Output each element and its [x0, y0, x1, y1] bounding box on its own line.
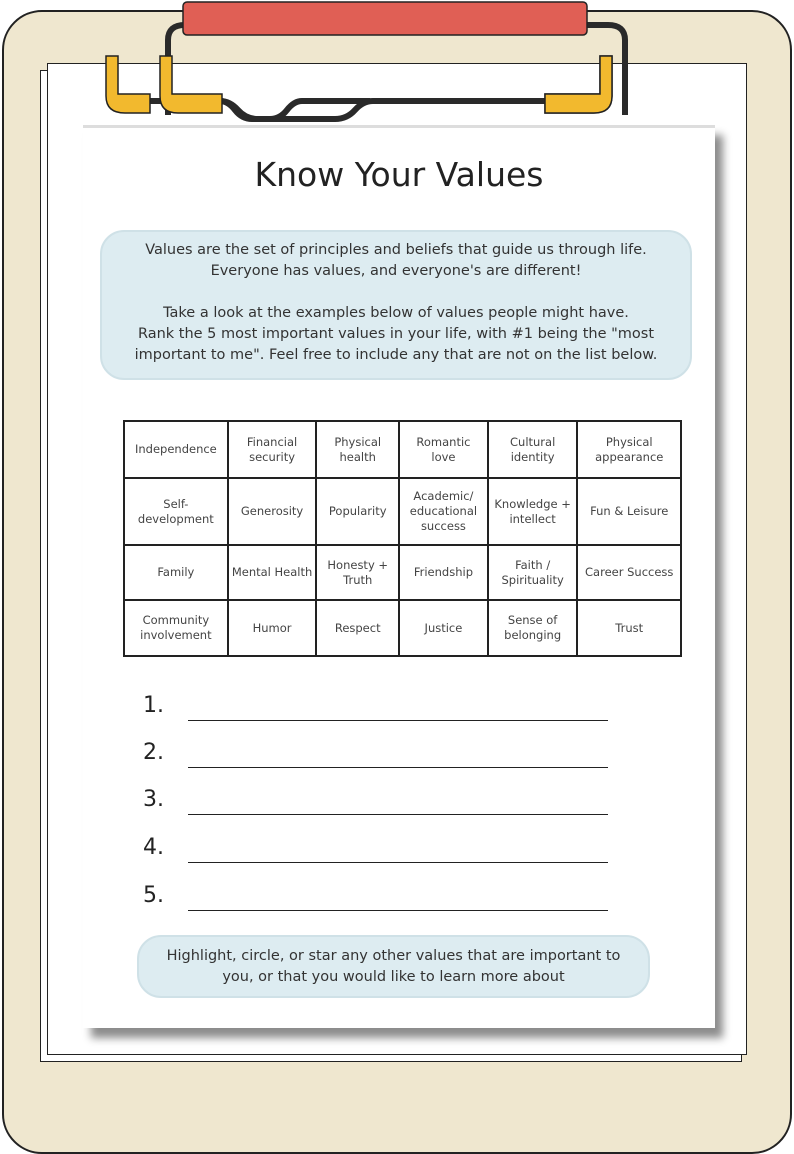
- value-cell: Mental Health: [228, 545, 317, 600]
- value-cell: Community involvement: [124, 600, 228, 656]
- value-cell: Sense of belonging: [488, 600, 578, 656]
- value-cell: Generosity: [228, 478, 317, 545]
- table-row: [124, 600, 681, 656]
- value-cell: Trust: [577, 600, 681, 656]
- intro-text: Take a look at the examples below of values people might have.: [163, 305, 629, 321]
- value-cell: Respect: [316, 600, 399, 656]
- intro-text: Everyone has values, and everyone's are different!: [210, 263, 582, 279]
- value-cell: Self-development: [124, 478, 228, 545]
- value-cell: Romantic love: [399, 421, 488, 478]
- footer-box: [137, 935, 650, 998]
- value-cell: Humor: [228, 600, 317, 656]
- rank-number: 5.: [143, 883, 164, 908]
- rank-number: 1.: [143, 693, 164, 718]
- values-table: [123, 420, 682, 657]
- value-cell: Physical health: [316, 421, 399, 478]
- table-row: [124, 545, 681, 600]
- rank-answer-line[interactable]: [188, 767, 608, 768]
- intro-box: [100, 230, 692, 380]
- rank-number: 3.: [143, 787, 164, 812]
- rank-number: 2.: [143, 740, 164, 765]
- value-cell: Family: [124, 545, 228, 600]
- value-cell: Independence: [124, 421, 228, 478]
- clip-brackets: [0, 0, 794, 130]
- rank-answer-line[interactable]: [188, 862, 608, 863]
- value-cell: Academic/ educational success: [399, 478, 488, 545]
- rank-number: 4.: [143, 835, 164, 860]
- table-row: [124, 478, 681, 545]
- value-cell: Fun & Leisure: [577, 478, 681, 545]
- intro-text: Rank the 5 most important values in your life, with #1 being the "most: [137, 326, 655, 342]
- page-title: Know Your Values: [254, 155, 544, 194]
- value-cell: Cultural identity: [488, 421, 578, 478]
- value-cell: Career Success: [577, 545, 681, 600]
- value-cell: Friendship: [399, 545, 488, 600]
- intro-text: Values are the set of principles and beliefs that guide us through life.: [145, 242, 647, 258]
- rank-answer-line[interactable]: [188, 910, 608, 911]
- value-cell: Financial security: [228, 421, 317, 478]
- rank-answer-line[interactable]: [188, 720, 608, 721]
- intro-text: important to me". Feel free to include any that are not on the list below.: [134, 347, 658, 363]
- footer-text: Highlight, circle, or star any other values that are important to: [166, 948, 621, 964]
- value-cell: Justice: [399, 600, 488, 656]
- value-cell: Faith / Spirituality: [488, 545, 578, 600]
- value-cell: Knowledge + intellect: [488, 478, 578, 545]
- value-cell: Physical appearance: [577, 421, 681, 478]
- value-cell: Popularity: [316, 478, 399, 545]
- footer-text: you, or that you would like to learn more about: [222, 969, 565, 985]
- rank-answer-line[interactable]: [188, 814, 608, 815]
- value-cell: Honesty + Truth: [316, 545, 399, 600]
- table-row: [124, 421, 681, 478]
